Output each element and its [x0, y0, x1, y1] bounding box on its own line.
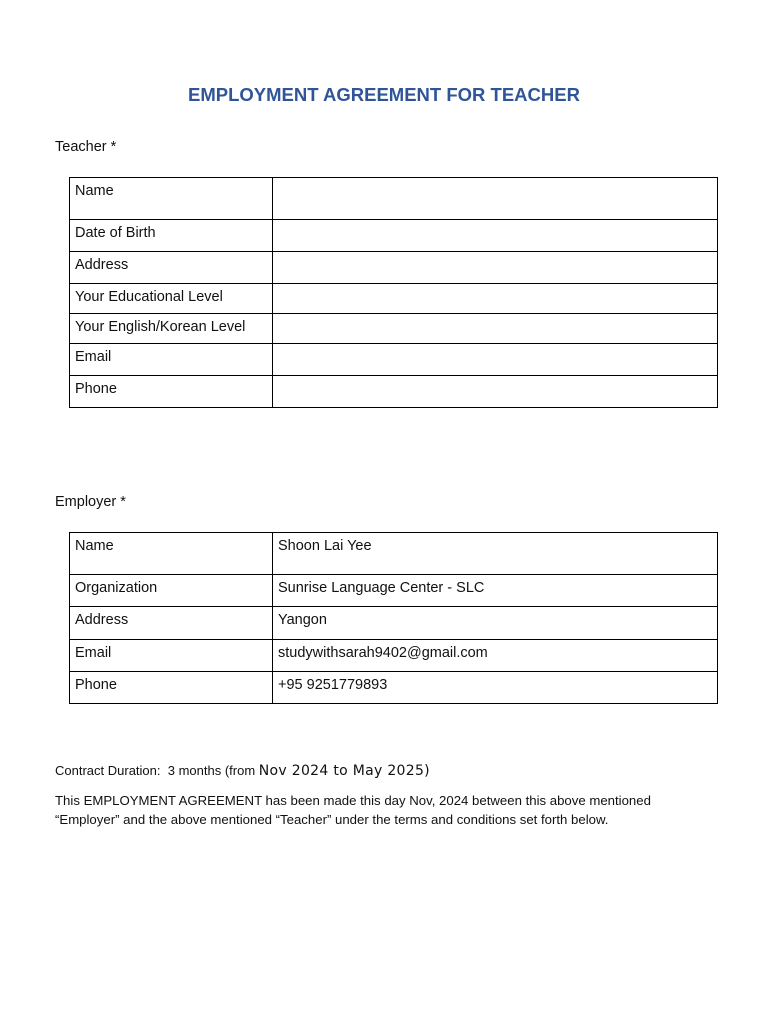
teacher-row-name: [70, 178, 718, 220]
employer-name-label: Name: [70, 533, 273, 575]
teacher-phone-field[interactable]: [273, 376, 718, 408]
teacher-phone-label: Phone: [70, 376, 273, 408]
employer-address-label: Address: [70, 607, 273, 640]
teacher-language-label: Your English/Korean Level: [70, 314, 273, 344]
teacher-email-label: Email: [70, 344, 273, 376]
teacher-row-email: [70, 344, 718, 376]
employer-row-phone: [70, 672, 718, 704]
teacher-dob-field[interactable]: [273, 220, 718, 252]
contract-duration: [55, 763, 430, 779]
contract-duration-label: Contract Duration:: [55, 763, 161, 778]
teacher-education-label: Your Educational Level: [70, 284, 273, 314]
teacher-row-phone: [70, 376, 718, 408]
teacher-row-address: [70, 252, 718, 284]
employer-row-email: [70, 640, 718, 672]
employer-organization-value: Sunrise Language Center - SLC: [273, 575, 718, 607]
teacher-name-label: Name: [70, 178, 273, 220]
employer-phone-value: +95 9251779893: [273, 672, 718, 704]
teacher-address-label: Address: [70, 252, 273, 284]
teacher-language-field[interactable]: [273, 314, 718, 344]
employer-row-organization: [70, 575, 718, 607]
teacher-email-field[interactable]: [273, 344, 718, 376]
contract-duration-value: 3 months (from: [167, 763, 256, 778]
teacher-education-field[interactable]: [273, 284, 718, 314]
employer-phone-label: Phone: [70, 672, 273, 704]
employer-email-value: studywithsarah9402@gmail.com: [273, 640, 718, 672]
employer-address-value: Yangon: [273, 607, 718, 640]
employer-table: [69, 532, 718, 704]
employer-section-label: Employer *: [55, 494, 126, 510]
teacher-dob-label: Date of Birth: [70, 220, 273, 252]
employer-email-label: Email: [70, 640, 273, 672]
contract-period: Nov 2024 to May 2025): [258, 763, 430, 779]
teacher-section-label: Teacher *: [55, 139, 117, 155]
employer-row-name: [70, 533, 718, 575]
document-title: EMPLOYMENT AGREEMENT FOR TEACHER: [188, 84, 580, 105]
teacher-row-dob: [70, 220, 718, 252]
agreement-line-2: “Employer” and the above mentioned “Teacher” under the terms and conditions set forth below.: [55, 812, 609, 827]
employer-organization-label: Organization: [70, 575, 273, 607]
teacher-table: [69, 177, 718, 408]
employer-name-value: Shoon Lai Yee: [273, 533, 718, 575]
agreement-paragraph: [55, 791, 715, 829]
teacher-row-language: [70, 314, 718, 344]
teacher-address-field[interactable]: [273, 252, 718, 284]
teacher-name-field[interactable]: [273, 178, 718, 220]
teacher-row-education: [70, 284, 718, 314]
agreement-line-1: This EMPLOYMENT AGREEMENT has been made this day Nov, 2024 between this above mentioned: [55, 793, 651, 808]
employer-row-address: [70, 607, 718, 640]
